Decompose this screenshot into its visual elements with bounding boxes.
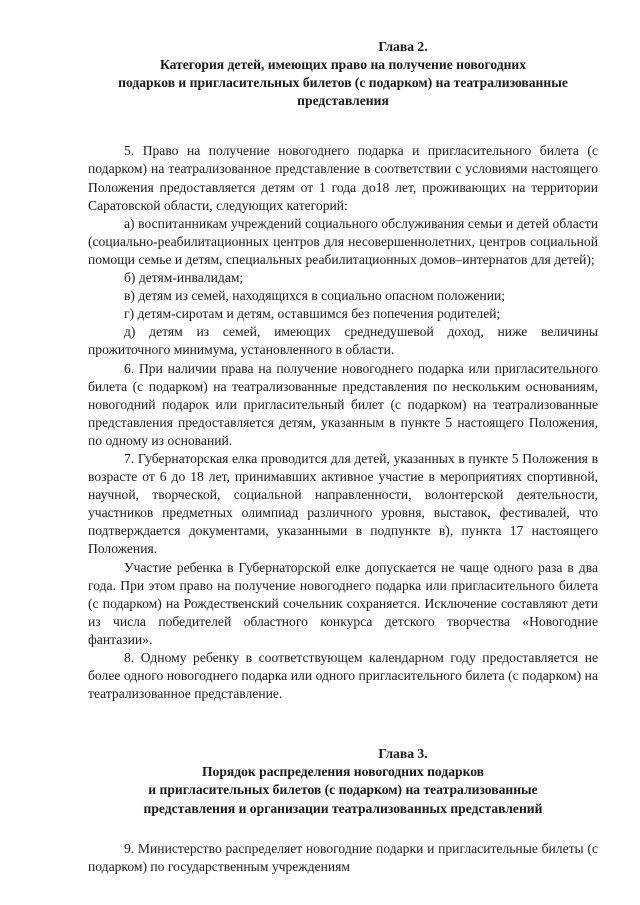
paragraph-6: 6. При наличии права на получение новогоднего подарка или пригласительного билета (с подарком) на театрализованные представления по нескольким основаниям, новогодний подарок или пригласительный билет (с подарком) на театрализованные представления предоставляется детям, указанным в пункте 5 настоящего Положения, по одному из оснований. xyxy=(88,360,598,448)
chapter-2-subtitle-line-3: представления xyxy=(297,93,389,109)
chapter-2-body xyxy=(88,142,598,703)
chapter-2-heading xyxy=(88,38,598,110)
chapter-2-title: Глава 2. xyxy=(378,39,428,54)
chapter-3-heading xyxy=(88,745,598,817)
chapter-3-title: Глава 3. xyxy=(378,746,428,762)
paragraph-5b: б) детям-инвалидам; xyxy=(124,270,244,286)
paragraph-5: 5. Право на получение новогоднего подарка и пригласительного билета (с подарком) на театрализованное представление в соответствии с условиями настоящего Положения предоставляется детям от 1 года до18 лет, проживающих на территории Саратовской области, следующих категорий: xyxy=(88,143,598,213)
paragraph-7: 7. Губернаторская елка проводится для детей, указанных в пункте 5 Положения в возрасте от 6 до 18 лет, принимавших активное участие в мероприятиях спортивной, научной, творческой, социальной направленности, волонтерской деятельности, участников предметных олимпиад различного уровня, выставок, фестивалей, что подтверждается документами, указанными в подпункте в), пункта 17 настоящего Положения. xyxy=(88,450,598,557)
chapter-3-subtitle-line-2: и пригласительных билетов (с подарком) на театрализованные xyxy=(148,782,538,798)
paragraph-9: 9. Министерство распределяет новогодние подарки и пригласительные билеты (с подарком) по государственным учреждениям xyxy=(88,840,598,874)
chapter-2-subtitle-line-1: Категория детей, имеющих право на получение новогодних xyxy=(159,57,527,73)
paragraph-7-note: Участие ребенка в Губернаторской елке допускается не чаще одного раза в два года. При этом право на получение новогоднего подарка или пригласительного билета (с подарком) на Рождественский сочельник сохраняется. Исключение составляют дети из числа победителей областного конкурса детского творчества «Новогодние фантазии». xyxy=(88,559,598,647)
paragraph-5d: д) детям из семей, имеющих среднедушевой доход, ниже величины прожиточного минимума, установленного в области. xyxy=(88,324,598,358)
paragraph-5g: г) детям-сиротам и детям, оставшимся без попечения родителей; xyxy=(124,306,501,322)
paragraph-5v: в) детям из семей, находящихся в социально опасном положении; xyxy=(124,288,506,304)
chapter-3-subtitle-line-3: представления и организации театрализованных представлений xyxy=(143,800,543,816)
chapter-3-subtitle-line-1: Порядок распределения новогодних подарков xyxy=(201,764,485,780)
chapter-3-body xyxy=(88,840,598,876)
paragraph-5a: а) воспитанникам учреждений социального обслуживания семьи и детей области (социально-реабилитационных центров для несовершеннолетних, центров социальной помощи семье и детям, специальных реабилитационных домов–интернатов для детей); xyxy=(88,215,598,267)
paragraph-8: 8. Одному ребенку в соответствующем календарном году предоставляется не более одного новогоднего подарка или одного пригласительного билета (с подарком) на театрализованное представление. xyxy=(88,650,598,702)
chapter-2-subtitle-line-2: подарков и пригласительных билетов (с подарком) на театрализованные xyxy=(118,75,568,91)
